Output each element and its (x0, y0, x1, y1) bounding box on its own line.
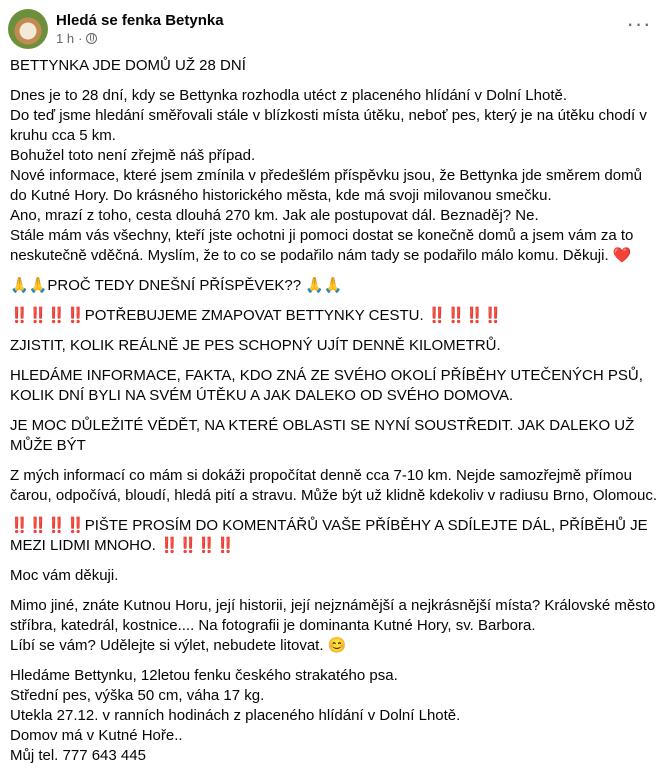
post-text-line: Moc vám děkuji. (10, 567, 119, 584)
post-text-line: ‼️‼️‼️‼️POTŘEBUJEME ZMAPOVAT BETTYNKY CESTU. ‼️‼️‼️‼️ (10, 307, 503, 324)
post-header (8, 8, 224, 50)
post-text-line: Domov má v Kutné Hoře.. (10, 727, 183, 744)
post-paragraph (10, 86, 662, 266)
post-paragraph (10, 566, 662, 586)
post-text-line: Dnes je to 28 dní, kdy se Bettynka rozhodla utéct z placeného hlídání v Dolní Lhotě. (10, 87, 568, 104)
post-paragraph (10, 466, 662, 506)
post-paragraph (10, 306, 662, 326)
post-paragraph (10, 596, 662, 656)
post-paragraph (10, 336, 662, 356)
more-options-button[interactable]: ··· (626, 11, 652, 36)
post-text-line: Nové informace, které jsem zmínila v předešlém příspěvku jsou, že Bettynka jde směrem domů do Kutné Hory. Do krásného historického města, kde má svoji milovanou smečku. (10, 167, 642, 204)
avatar[interactable] (8, 9, 48, 49)
post-text-line: Hledáme Bettynku, 12letou fenku českého strakatého psa. (10, 667, 398, 684)
post-text-line: Z mých informací co mám si dokáži propočítat denně cca 7-10 km. Nejde samozřejmě přímou čarou, odpočívá, bloudí, hledá pití a stravu. Může být už klidně kdekoliv v radiusu Brno, Olomouc. (10, 467, 658, 504)
post-meta (56, 11, 224, 47)
post-text-line: Líbí se vám? Udělejte si výlet, nebudete litovat. 😊 (10, 637, 347, 654)
post-text-line: JE MOC DŮLEŽITÉ VĚDĚT, NA KTERÉ OBLASTI SE NYNÍ SOUSTŘEDIT. JAK DALEKO UŽ MŮŽE BÝT (10, 417, 635, 454)
post-text-line: Ano, mrazí z toho, cesta dlouhá 270 km. Jak ale postupovat dál. Beznaděj? Ne. (10, 207, 539, 224)
globe-icon (86, 33, 97, 44)
post-paragraph (10, 416, 662, 456)
author-name[interactable]: Hledá se fenka Betynka (56, 12, 224, 29)
post-paragraph (10, 56, 662, 76)
post-paragraph (10, 366, 662, 406)
post-text-line: Do teď jsme hledání směřovali stále v blízkosti místa útěku, neboť pes, který je na útěku chodí v kruhu cca 5 km. (10, 107, 647, 144)
post-text-line: Bohužel toto není zřejmě náš případ. (10, 147, 256, 164)
post-time[interactable]: 1 h (56, 31, 75, 46)
post-subline (56, 30, 224, 47)
post-paragraph (10, 516, 662, 556)
post-text-line: HLEDÁME INFORMACE, FAKTA, KDO ZNÁ ZE SVÉHO OKOLÍ PŘÍBĚHY UTEČENÝCH PSŮ, KOLIK DNÍ BYLI NA SVÉM ÚTĚKU A JAK DALEKO OD SVÉHO DOMOVA. (10, 367, 643, 404)
post-paragraph (10, 276, 662, 296)
post-text-line: ‼️‼️‼️‼️PIŠTE PROSÍM DO KOMENTÁŘŮ VAŠE PŘÍBĚHY A SDÍLEJTE DÁL, PŘÍBĚHŮ JE MEZI LIDMI MNOHO. ‼️‼️‼️‼️ (10, 517, 648, 554)
separator: · (78, 31, 83, 46)
post-text-line: Mimo jiné, znáte Kutnou Horu, její historii, její nejznámější a nejkrásnější místa? Královské město stříbra, katedrál, kostnice.... Na fotografii je dominanta Kutné Hory, sv. Barbora. (10, 597, 656, 634)
post-text-line: 🙏🙏PROČ TEDY DNEŠNÍ PŘÍSPĚVEK?? 🙏🙏 (10, 277, 343, 294)
post-paragraph (10, 666, 662, 766)
post-text-line: Můj tel. 777 643 445 (10, 747, 146, 764)
post-text-line: Stále mám vás všechny, kteří jste ochotni ji pomoci dostat se konečně domů a jsem vám za to neskutečně vděčná. Myslím, že to co se podařilo nám tady se podařilo málo komu. Děkuji. ❤️ (10, 227, 634, 264)
post-text-line: BETTYNKA JDE DOMŮ UŽ 28 DNÍ (10, 57, 246, 74)
post-text-line: Utekla 27.12. v ranních hodinách z placeného hlídání v Dolní Lhotě. (10, 707, 461, 724)
post-text-line: ZJISTIT, KOLIK REÁLNĚ JE PES SCHOPNÝ UJÍT DENNĚ KILOMETRŮ. (10, 337, 501, 354)
post-body (10, 56, 662, 776)
post-text-line: Střední pes, výška 50 cm, váha 17 kg. (10, 687, 265, 704)
